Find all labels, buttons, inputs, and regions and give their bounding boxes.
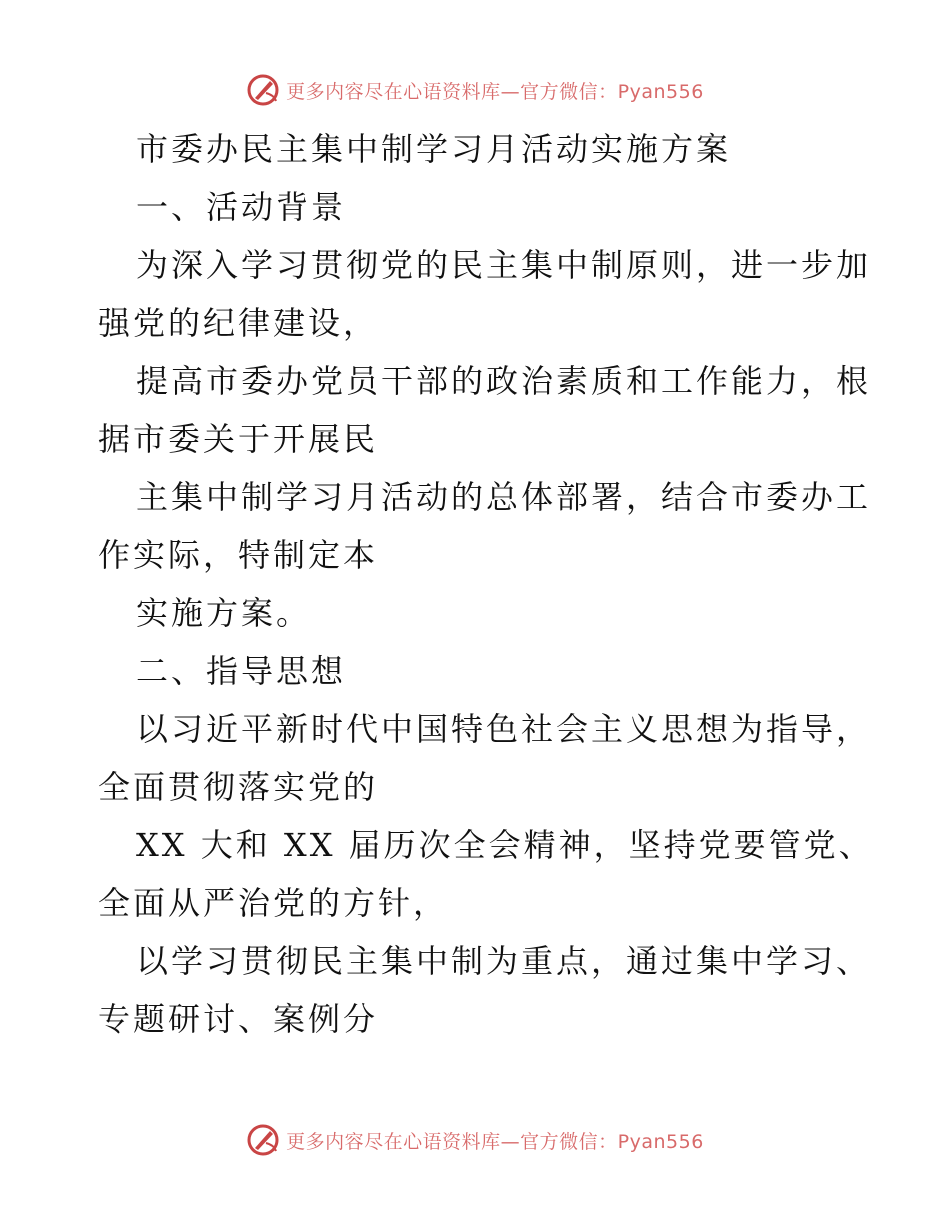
- text-line: 专题研讨、案例分: [98, 1000, 379, 1038]
- banner-text: 更多内容尽在心语资料库—官方微信：Pyan556: [286, 1130, 704, 1153]
- footer-banner: [0, 1120, 950, 1160]
- header-banner: [0, 70, 950, 110]
- document-body: [98, 120, 874, 1048]
- text-line: 作实际，特制定本: [98, 536, 379, 574]
- quill-emblem-icon: [246, 1123, 280, 1157]
- text-line: 以学习贯彻民主集中制为重点，通过集中学习、: [136, 942, 872, 980]
- text-line: XX 大和 XX 届历次全会精神，坚持党要管党、: [136, 826, 874, 864]
- text-line: 强党的纪律建设，: [98, 304, 379, 342]
- text-line: 市委办民主集中制学习月活动实施方案: [136, 130, 732, 168]
- text-line: 以习近平新时代中国特色社会主义思想为指导，: [136, 710, 872, 748]
- text-line: 据市委关于开展民: [98, 420, 379, 458]
- text-line: 二、指导思想: [136, 652, 347, 690]
- text-line: 主集中制学习月活动的总体部署，结合市委办工: [136, 478, 872, 516]
- quill-emblem-icon: [246, 73, 280, 107]
- text-line: 提高市委办党员干部的政治素质和工作能力，根: [136, 362, 872, 400]
- banner-text: 更多内容尽在心语资料库—官方微信：Pyan556: [286, 80, 704, 103]
- text-line: 一、活动背景: [136, 188, 347, 226]
- text-line: 实施方案。: [136, 594, 312, 632]
- text-line: 全面从严治党的方针，: [98, 884, 449, 922]
- text-line: 全面贯彻落实党的: [98, 768, 379, 806]
- text-line: 为深入学习贯彻党的民主集中制原则，进一步加: [136, 246, 872, 284]
